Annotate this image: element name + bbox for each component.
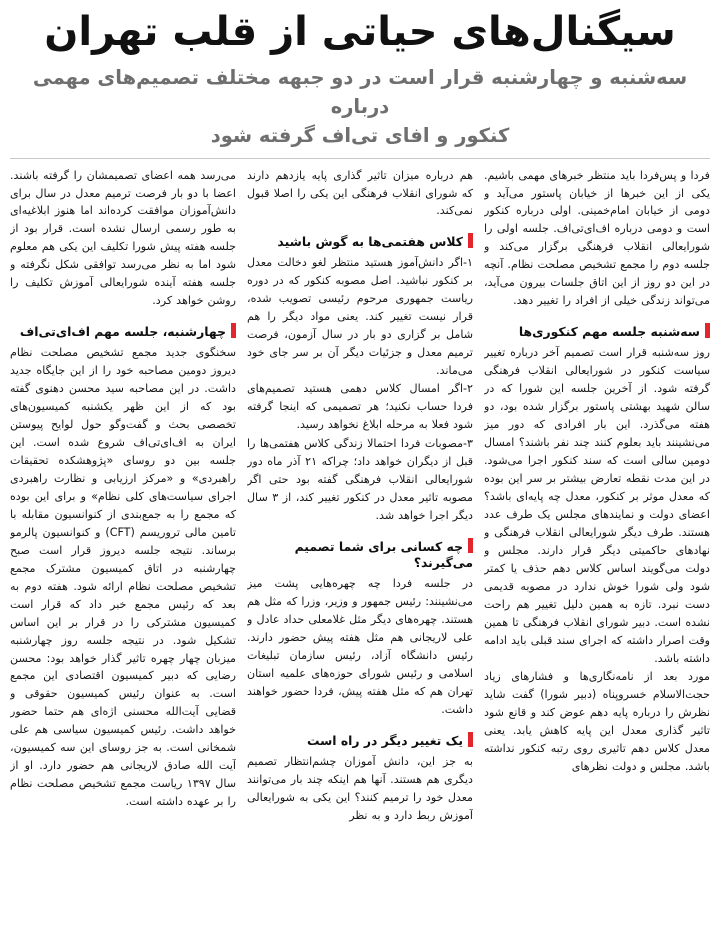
red-bar-icon (468, 538, 473, 553)
article-column-2 (247, 167, 473, 949)
section-heading-label: چه کسانی برای شما تصمیم می‌گیرند؟ (294, 538, 473, 571)
red-bar-icon (705, 323, 710, 338)
section-heading-label: یک تغییر دیگر در راه است (306, 732, 463, 748)
article-column-1 (484, 167, 710, 949)
section-heading-label: کلاس هفتمی‌ها به گوش باشید (277, 234, 463, 250)
header-divider (10, 158, 710, 159)
article-paragraph: می‌رسد همه اعضای تصمیمشان را گرفته باشند. اعضا با دو بار فرصت ترمیم معدل در سال برای دانش‌آموزان موافقت کرده‌اند اما هنوز ابلاغیه‌ای به طور رسمی ارسال نشده است. قرار بود از جلسه هفته پیش شورا تکلیف این یکی هم معلوم شود اما به نظر می‌رسد توافقی شکل نگرفته و جلسه هفته آینده شورایعالی آموزش تکلیف را روشن خواهد کرد. (10, 168, 236, 308)
subheadline-line-2: کنکور و افای تی‌اف گرفته شود (210, 124, 510, 148)
section-heading (10, 323, 236, 341)
page-headline: سیگنال‌های حیاتی از قلب تهران (44, 9, 676, 55)
red-bar-icon (468, 732, 473, 747)
article-column-3 (10, 167, 236, 949)
red-bar-icon (468, 233, 473, 248)
red-bar-icon (231, 323, 236, 338)
section-heading (484, 323, 710, 341)
article-paragraph: روز سه‌شنبه قرار است تصمیم آخر درباره تغییر سیاست کنکور در شورایعالی انقلاب فرهنگی گرفته شود. از آخرین جلسه این شورا که در سالن شهید بهشتی پاستور برگزار شده بود، دو هفته می‌گذرد. این بار افرادی که دور میز می‌نشینند باید بعلوم کنند چند نفر باشند؟ امسال دومین سالی است که سند کنکور اجرا می‌شود. در این مدت نقطه تعارض بیشتر بر سر این بوده که معدل موثر بر کنکور، معدل چه پایه‌ای باشد؟ اعضای دولت و نمایندهای مجلس یک طرف عدد هستند. طرف دیگر شورایعالی انقلاب فرهنگی و نهادهای حاکمیتی دیگر قرار دارند. مجلس و دولت می‌گویند اساس کلاس دهم حذف یا کمتر شود ولی شورا خوش ندارد در مصوبه قدیمی دست نبرد. تازه به همین دلیل تغییر هم راحت نشده است. دبیر شورای انقلاب فرهنگی تا همین وقت اصرار داشته که اجرای سند قبلی باید ادامه داشته باشد. (484, 346, 710, 665)
subheadline-line-1: سه‌شنبه و چهارشنبه قرار است در دو جبهه مختلف تصمیم‌های مهمی درباره (32, 65, 688, 119)
article-paragraph: ۳-مصوبات فردا احتمالا زندگی کلاس هفتمی‌ها را قبل از دیگران خواهد داد؛ چراکه ۲۱ آذر ماه دور شورایعالی انقلاب فرهنگی گفته بود حتی اگر مصوبه تاثیر معدل در کنکور تغییر کند، از ۳ سال دیگر اجرا خواهد شد. (247, 436, 473, 522)
page-subheadline (24, 63, 696, 151)
article-paragraph: مورد بعد از نامه‌نگاری‌ها و فشارهای زیاد حجت‌الاسلام خسروپناه (دبیر شورا) گفت شاید نظرش را درباره پایه دهم عوض کند و قانع شود تاثیر گذاری معدل این پایه کاهش یابد. یعنی معدل کلاس دهم تاثیری روی رتبه کنکور نداشته باشد. مجلس و دولت نظرهای (484, 669, 710, 773)
article-paragraph: ۱-اگر دانش‌آموز هستید منتظر لغو دخالت معدل بر کنکور نباشید. اصل مصوبه کنکور که در دوره ریاست جمهوری مرحوم رئیسی تصویب شده، قرار نیست تغییر کند. یعنی مواد دیگر را هم شامل بر گزاری دو بار در سال آزمون، فرصت ترمیم معدل و جزئیات دیگر آن بر سر جای خود می‌ماند. (247, 256, 473, 377)
article-paragraph: در جلسه فردا چه چهره‌هایی پشت میز می‌نشینند: رئیس جمهور و وزیر، وزرا که مثل هم هستند. چهره‌های دیگر مثل غلامعلی حداد عادل و علی لاریجانی هم مثل هفته پیش حضور دارند. رئیس دانشگاه آزاد، رئیس سازمان تبلیغات اسلامی و رئیس شورای حوزه‌های علمیه استان تهران هم که مثل هفته پیش، فردا حضور خواهند داشت. (247, 577, 473, 716)
section-heading (247, 732, 473, 750)
section-heading-label: سه‌شنبه جلسه مهم کنکوری‌ها (518, 324, 700, 340)
article-paragraph: ۲-اگر امسال کلاس دهمی هستید تصمیم‌های فردا حساب نکنید؛ هر تصمیمی که اینجا گرفته شود فعلا به مرحله ابلاغ نخواهد رسید. (247, 382, 473, 432)
article-columns (10, 167, 710, 949)
section-heading (247, 538, 473, 572)
section-heading-label: چهارشنبه، جلسه مهم اف‌ای‌تی‌اف (19, 324, 226, 340)
article-paragraph: به جز این، دانش آموزان چشم‌انتظار تصمیم دیگری هم هستند. آنها هم اینکه چند بار می‌توانند معدل خود را ترمیم کنند؟ این یکی به شورایعالی آموزش ربط دارد و به نظر (247, 754, 473, 822)
article-paragraph: سخنگوی جدید مجمع تشخیص مصلحت نظام دیروز دومین مصاحبه خود را از این جایگاه جدید داشت. در این مصاحبه سید محسن دهنوی گفته بود که از این ظهر یکشنبه کمیسیون‌های تخصصی بحث و گفت‌وگو حول لوایح پیوستن ایران به اف‌ای‌تی‌اف شروع شده است. این جلسه بین دو روسای «پژوهشکده تحقیقات راهبردی» و «مرکز ارزیابی و نظارت راهبردی اجرای سیاست‌های کلی نظام» و برای این بوده که مجمع را به جمع‌بندی از کنوانسیون مقابله با تامین مالی تروریسم (CFT) و کنوانسیون پالرمو برساند. نتیجه جلسه دیروز قرار است صبح چهارشنبه در اتاق کمیسیون مشترک مجمع تشخیص مصلحت نظام ارائه شود. هفته دوم به بعد که رئیس مجمع خبر داد که قرار است کمیسیون مشترکی را در قرار بر این اساس تشکیل شود. در نتیجه جلسه روز چهارشنبه میزبان چهار چهره تاثیر گذار خواهد بود: محسن رضایی که دبیر کمیسیون اقتصادی این مجمع است. به عنوان رئیس کمیسیون حقوقی و قضایی آیت‌الله محسنی اژه‌ای هم حتما حضور خواهد داشت. رئیس کمیسیون سیاسی هم علی شمخانی است. به جز روسای این سه کمیسیون، آیت الله صادق لاریجانی هم حضور دارد. او از سال ۱۳۹۷ ریاست مجمع تشخیص مصلحت نظام را بر عهده داشته است. (10, 346, 236, 809)
article-paragraph: هم درباره میزان تاثیر گذاری پایه یازدهم دارند که شورای انقلاب فرهنگی این یکی را اصلا قبول نمی‌کند. (247, 168, 473, 218)
section-heading (247, 233, 473, 251)
article-paragraph: فردا و پس‌فردا باید منتظر خبرهای مهمی باشیم. یکی از این خبرها از خیابان پاستور می‌آید و دومی از خیابان امام‌خمینی. اولی درباره کنکور است و دومی درباره اف‌ای‌تی‌اف. جلسه اولی را شورایعالی انقلاب فرهنگی برگزار می‌کند و جلسه دوم را مجمع تشخیص مصلحت نظام. آنچه در این دو روز از این اتاق جلسات بیرون می‌آید، می‌تواند زندگی خیلی از افراد را تغییر دهد. (484, 168, 710, 308)
